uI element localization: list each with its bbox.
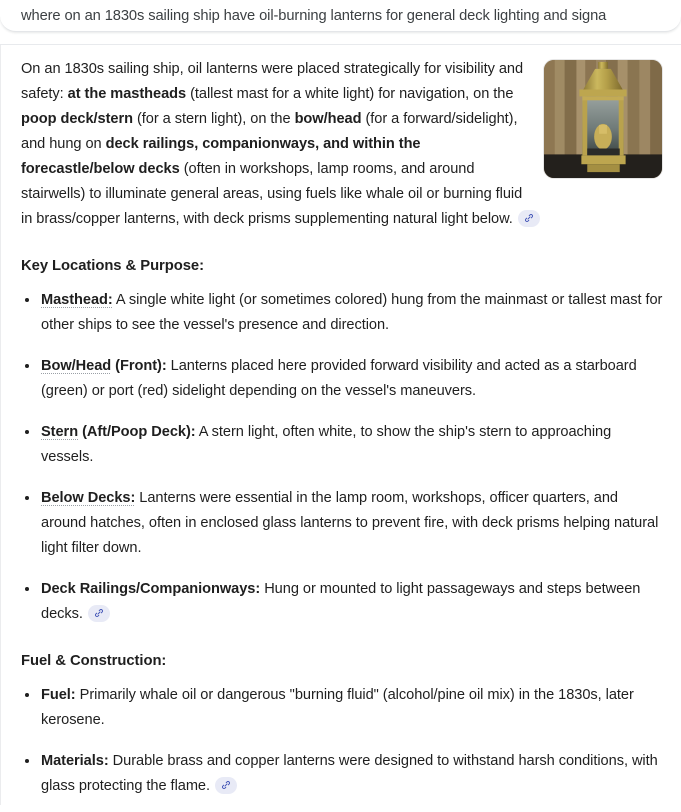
list-item-body: Lanterns placed here provided forward visibility and acted as a starboard (green) or port (red) sidelight depending on the vessel's maneuvers. <box>41 358 637 399</box>
list-item-body: Durable brass and copper lanterns were designed to withstand harsh conditions, with glass protecting the flame. <box>41 753 658 794</box>
list-item-term[interactable]: Below Decks: <box>41 490 136 506</box>
list-item <box>21 683 667 733</box>
section-heading: Key Locations & Purpose: <box>21 258 204 274</box>
bullet-list <box>21 288 667 627</box>
link-icon <box>94 608 104 618</box>
citation-link-badge[interactable] <box>215 777 237 794</box>
summary-bold-2: poop deck/stern <box>21 111 133 127</box>
list-item <box>21 288 667 338</box>
list-item <box>21 354 667 404</box>
list-item-term: Deck Railings/Companionways: <box>41 581 261 597</box>
list-item-term[interactable]: Bow/Head <box>41 358 112 374</box>
search-input[interactable]: where on an 1830s sailing ship have oil-burning lanterns for general deck lighting and signa <box>21 7 607 24</box>
summary-bold-4: deck railings, companionways, and within the forecastle/below decks <box>21 136 421 177</box>
list-item-body: Lanterns were essential in the lamp room, workshops, officer quarters, and around hatches, often in enclosed glass lanterns to prevent fire, with deck prisms helping natural light filter down. <box>41 490 659 556</box>
list-item-body: A single white light (or sometimes colored) hung from the mainmast or tallest mast for other ships to see the vessel's presence and direction. <box>41 292 663 333</box>
list-item-body: Primarily whale oil or dangerous "burning fluid" (alcohol/pine oil mix) in the 1830s, later kerosene. <box>41 687 634 728</box>
bullet-list <box>21 683 667 799</box>
bar-gap <box>0 32 681 44</box>
summary-text-4: (for a forward/sidelight), and hung on <box>21 111 518 152</box>
list-item-term-suffix: (Front): <box>111 358 167 374</box>
summary-text-3: (for a stern light), on the <box>132 111 295 127</box>
section-heading: Fuel & Construction: <box>21 653 167 669</box>
lantern-image[interactable] <box>543 59 663 179</box>
ai-answer-card <box>0 45 681 805</box>
list-item-body: Hung or mounted to light passageways and steps between decks. <box>41 581 641 622</box>
citation-link-badge[interactable] <box>88 605 110 622</box>
summary-text-2: (tallest mast for a white light) for navigation, on the <box>186 86 514 102</box>
search-bar[interactable] <box>0 0 681 32</box>
link-icon <box>221 780 231 790</box>
citation-link-badge[interactable] <box>518 210 540 227</box>
list-item <box>21 577 667 627</box>
link-icon <box>524 213 534 223</box>
list-item-term[interactable]: Masthead: <box>41 292 113 308</box>
list-item-body: A stern light, often white, to show the ship's stern to approaching vessels. <box>41 424 612 465</box>
summary-text-5: (often in workshops, lamp rooms, and around stairwells) to illuminate general areas, using fuels like whale oil or burning fluid in brass/copper lanterns, with deck prisms supplementing natural light below. <box>21 161 523 227</box>
answer-sections <box>21 258 667 799</box>
summary-text-1: On an 1830s sailing ship, oil lanterns were placed strategically for visibility and safety: <box>21 61 524 102</box>
list-item <box>21 749 667 799</box>
summary-bold-1: at the mastheads <box>67 86 187 102</box>
list-item <box>21 486 667 561</box>
list-item-term: Materials: <box>41 753 109 769</box>
list-item-term[interactable]: Stern <box>41 424 79 440</box>
list-item-term-suffix: (Aft/Poop Deck): <box>78 424 196 440</box>
summary-bold-3: bow/head <box>294 111 362 127</box>
list-item <box>21 420 667 470</box>
list-item-term: Fuel: <box>41 687 76 703</box>
